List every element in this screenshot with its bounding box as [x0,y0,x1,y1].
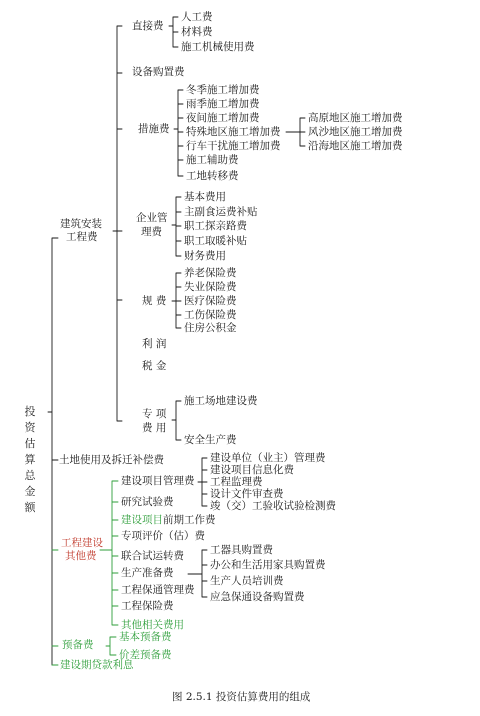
bracket-zjf [169,17,178,47]
leaf-qy-1: 基本费用 [184,191,226,203]
leaf-cs-1: 冬季施工增加费 [186,84,260,96]
node-yjsy: 研究试验费 [121,496,174,508]
leaf-jcyb: 价差预备费 [119,649,172,661]
bracket-qyglf [172,197,181,256]
node-qqgz-part2: 前期工作费 [163,514,216,526]
bracket-jsxmgl [198,458,207,506]
leaf-cs-7: 工地转移费 [186,170,239,182]
leaf-cs-2: 雨季施工增加费 [186,98,260,110]
leaf-ts-2: 风沙地区施工增加费 [308,126,403,138]
leaf-gf-5: 住房公积金 [184,322,237,334]
leaf-ts-1: 高原地区施工增加费 [308,112,403,124]
leaf-qy-3: 职工探亲路费 [184,220,247,232]
leaf-gl-3: 工程监理费 [210,476,263,488]
node-qqgz-part1: 建设项目 [121,514,163,526]
node-gcbx: 工程保险费 [121,600,174,612]
node-csf: 措施费 [138,123,170,135]
node-qtxg: 其他相关费用 [121,619,184,631]
node-jzaz-line2: 工程费 [66,231,98,243]
leaf-zx-2: 安全生产费 [184,434,237,446]
node-jsqdk: 建设期贷款利息 [60,659,134,671]
bracket-tsdq [286,118,305,146]
bracket-jzaz [113,26,122,421]
node-zjf: 直接费 [132,20,164,32]
node-gf: 规 费 [142,295,167,307]
node-tdsy: 土地使用及拆迁补偿费 [59,454,164,466]
node-gcbtgl: 工程保通管理费 [121,584,195,596]
node-lhsz: 联合试运转费 [121,550,184,562]
leaf-gl-4: 设计文件审查费 [210,488,284,500]
root-label: 投资估算总金额 [24,405,36,514]
leaf-sz-1: 工器具购置费 [210,544,273,556]
bracket-csf [174,90,183,176]
leaf-gf-3: 医疗保险费 [184,295,237,307]
node-lr: 利 润 [142,338,167,350]
root-bracket-green [52,550,58,665]
figure-caption: 图 2.5.1 投资估算费用的组成 [172,691,311,703]
leaf-jbyb: 基本预备费 [119,631,172,643]
node-zxfy-line2: 费 用 [142,422,167,434]
leaf-ts-3: 沿海地区施工增加费 [308,140,403,152]
bracket-gcjs [100,481,118,625]
leaf-sz-4: 应急保通设备购置费 [210,591,305,603]
leaf-cs-4: 特殊地区施工增加费 [186,126,281,138]
leaf-qy-5: 财务费用 [184,250,226,262]
node-jzaz-line1: 建筑安装 [60,218,102,230]
leaf-cs-6: 施工辅助费 [186,154,239,166]
node-zxpj: 专项评价（估）费 [121,530,205,542]
node-gcjs-line1: 工程建设 [61,537,103,549]
leaf-gl-2: 建设项目信息化费 [210,464,294,476]
node-jsxmgl: 建设项目管理费 [121,475,195,487]
leaf-gf-2: 失业保险费 [184,281,237,293]
leaf-qy-2: 主副食运费补贴 [184,206,258,218]
node-qyglf-line1: 企业管 [136,212,168,224]
node-gcjs-line2: 其他费 [65,550,97,562]
leaf-rgf: 人工费 [181,11,213,23]
leaf-gl-1: 建设单位（业主）管理费 [210,452,326,464]
bracket-ybf [106,637,116,655]
leaf-sgjx: 施工机械使用费 [181,41,255,53]
bracket-zxfy [172,401,181,440]
node-sczb: 生产准备费 [121,567,174,579]
node-sbgz: 设备购置费 [132,66,185,78]
leaf-cs-3: 夜间施工增加费 [186,112,260,124]
leaf-zx-1: 施工场地建设费 [184,395,258,407]
leaf-gl-5: 竣（交）工验收试验检测费 [210,500,336,512]
node-ybf: 预备费 [62,639,94,651]
leaf-cs-5: 行车干扰施工增加费 [186,140,281,152]
node-qyglf-line2: 理费 [141,226,162,238]
leaf-sz-3: 生产人员培训费 [210,575,284,587]
node-qqgz [121,514,216,527]
leaf-sz-2: 办公和生活用家具购置费 [210,559,326,571]
node-sj: 税 金 [142,360,167,372]
root-bracket [48,238,58,665]
node-zxfy-line1: 专 项 [142,408,167,420]
leaf-gf-4: 工伤保险费 [184,309,237,321]
leaf-clf: 材料费 [181,26,213,38]
leaf-gf-1: 养老保险费 [184,267,237,279]
leaf-qy-4: 职工取暖补贴 [184,235,247,247]
bracket-gf [172,273,181,328]
